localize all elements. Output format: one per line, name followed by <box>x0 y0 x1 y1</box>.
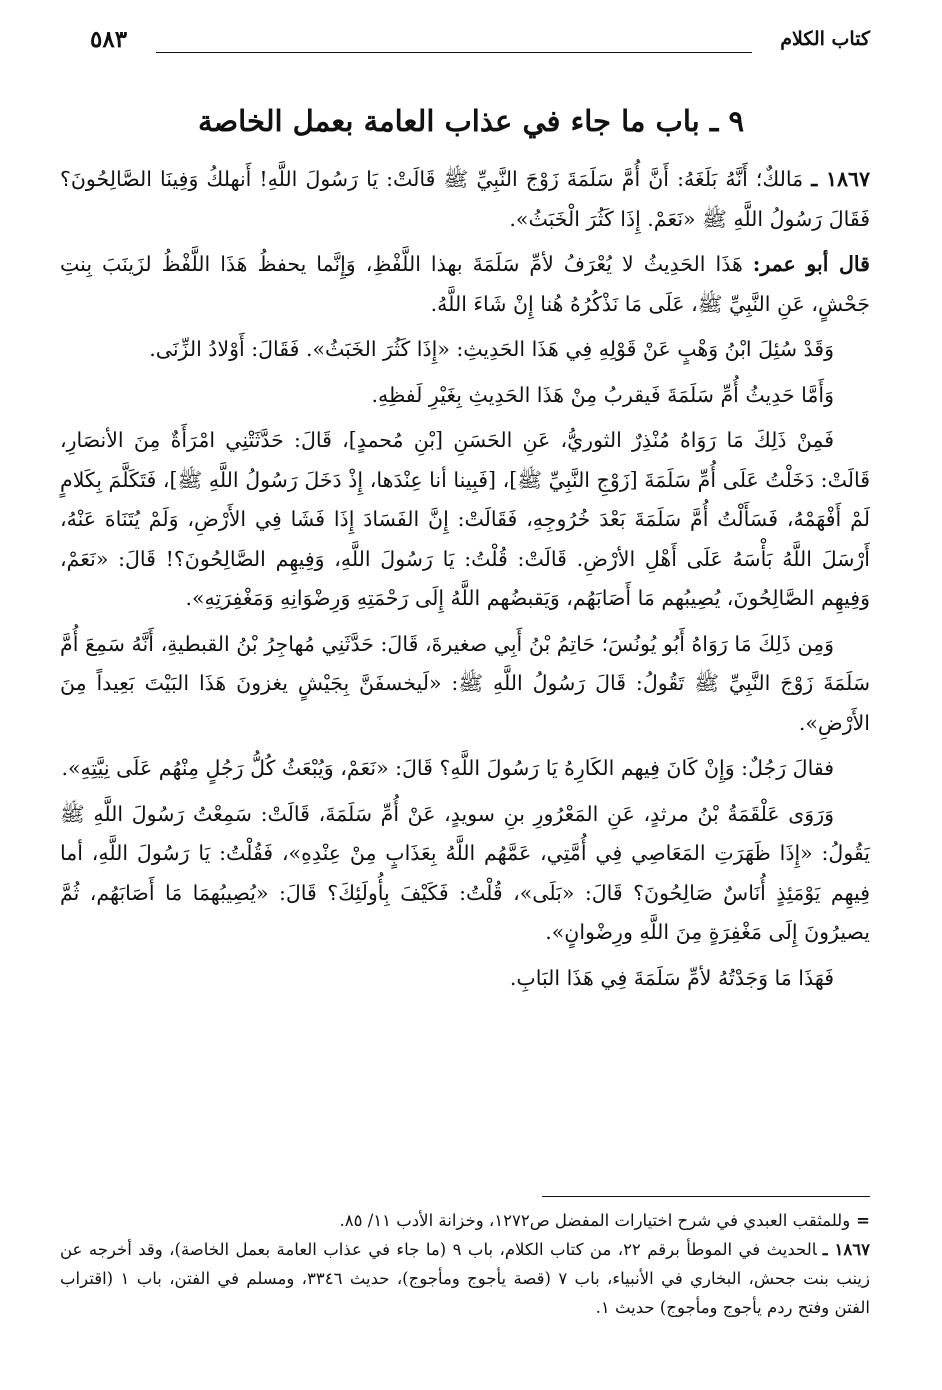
footnote <box>60 1235 870 1322</box>
text-paragraph <box>60 795 870 953</box>
paragraph-text: فَمِنْ ذَلِكَ مَا رَوَاهُ مُنْذِرٌ الثوريُّ، عَنِ الحَسَنِ [بْنِ مُحمدٍ]، قَالَ: حَدَّثَتْنِي امْرَأَةٌ مِنَ الأنصَارِ، قَالَتْ: دَخَلْتُ عَلَى أُمِّ سَلَمَةَ [زَوْجِ النَّبِيِّ ﷺ]، [فَبِينا أنا عِنْدَها، إِذْ دَخَلَ رَسُولُ اللَّهِ ﷺ]، فَتَكَلَّمَ بِكَلامٍ لَمْ أَفْهَمْهُ، فَسَأَلْتُ أُمَّ سَلَمَةَ بَعْدَ خُرُوجِهِ، فَقَالَتْ: إِنَّ الفَسَادَ إِذَا فَشَا فِي الأَرْضِ، وَلَمْ يُتَنَاهَ عَنْهُ، أَرْسَلَ اللَّهُ بَأْسَهُ عَلَى أَهْلِ الأرْضِ. قَالَتْ: قُلْتُ: يَا رَسُولَ اللَّهِ، وَفِيهِم الصَّالِحُونَ؟! قَالَ: «نَعَمْ، وَفِيهِم الصَّالِحُونَ، يُصِيبُهم مَا أَصَابَهُم، وَيَقبضُهم اللَّهُ إِلَى رَحْمَتِهِ وَرِضْوَانِهِ وَمَغْفِرَتِهِ». <box>60 428 870 610</box>
paragraph-text: وَقَدْ سُئِلَ ابْنُ وَهْبٍ عَنْ قَوْلِهِ فِي هَذَا الحَدِيثِ: «إِذَا كَثُرَ الخَبَثُ». فَقَالَ: أَوْلادُ الزِّنَى. <box>149 337 834 361</box>
footnote-text: وللمثقب العبدي في شرح اختيارات المفضل ص١٢٧٢، وخزانة الأدب ١١/ ٨٥. <box>339 1211 851 1230</box>
paragraph-text: وَمِن ذَلِكَ مَا رَوَاهُ أَبُو يُونُسَ؛ حَاتِمُ بْنُ أَبِي صغيرةَ، قَالَ: حَدَّثَنِي مُهاجِرُ بْنُ القبطيةِ، أَنَّهُ سَمِعَ أُمَّ سَلَمَةَ زَوْجَ النَّبِيِّ ﷺ تَقُولُ: قَالَ رَسُولُ اللَّهِ ﷺ: «لَيخسفَنَّ بِجَيْشٍ يغزونَ هَذَا البَيْتَ بَعِيداً مِنَ الأَرْضِ». <box>60 631 870 735</box>
main-text <box>60 160 870 1004</box>
commentary-paragraph <box>60 245 870 324</box>
text-paragraph <box>60 376 870 416</box>
paragraph-text: هَذَا الحَدِيثُ لا يُعْرَفُ لأمِّ سَلَمَةَ بهذا اللَّفْظِ، وَإِنَّما يحفظُ هَذَا اللَّفْظُ لزَينَبَ بِنتِ جَحْشٍ، عَنِ النَّبِيِّ ﷺ، عَلَى مَا نَذْكُرُهُ هُنا إِنْ شَاءَ اللَّهُ. <box>60 252 870 316</box>
paragraph-text: فَهَذَا مَا وَجَدْتُهُ لأمِّ سَلَمَةَ فِي هَذَا البَابِ. <box>509 965 834 990</box>
footnote <box>60 1206 870 1235</box>
text-paragraph <box>60 421 870 619</box>
paragraph-text: وَأَمَّا حَدِيثُ أُمِّ سَلَمَةَ فَيقربُ مِنْ هَذَا الحَدِيثِ بِغَيْرِ لَفظِهِ. <box>371 382 834 407</box>
book-title: كتاب الكلام <box>780 28 870 50</box>
commentator-label: قال أبو عمر: <box>752 252 870 276</box>
paragraph-text: مَالكٌ؛ أَنَّهُ بَلَغَهُ: أَنَّ أُمَّ سَلَمَةَ زَوْجَ النَّبِيِّ ﷺ قَالَتْ: يَا رَسُولَ اللَّهِ! أَنهلكُ وَفِينَا الصَّالِحُونَ؟ فَقَالَ رَسُولُ اللَّهِ ﷺ «نَعَمْ. إِذَا كَثُرَ الْخَبَثُ». <box>60 167 870 231</box>
footnote-text: الحديث في الموطأ برقم ٢٢، من كتاب الكلام، باب ٩ (ما جاء في عذاب العامة بعمل الخاصة)، وقد أخرجه عن زينب بنت جحش، البخاري في الأنبياء، باب ٧ (قصة يأجوج ومأجوج)، حديث ٣٣٤٦، ومسلم في الفتن، باب ١ (اقتراب الفتن وفتح ردم يأجوج ومأجوج) حديث ١. <box>60 1240 870 1317</box>
paragraph-text: فقالَ رَجُلٌ: وَإِنْ كَانَ فِيهم الكَارِهُ يَا رَسُولَ اللَّهِ؟ قَالَ: «نَعَمْ، وَيُبْعَثُ كُلُّ رَجُلٍ مِنْهُم عَلَى نِيَّتِهِ». <box>61 756 834 780</box>
running-header <box>90 28 870 64</box>
hadith-paragraph <box>60 160 870 239</box>
text-paragraph <box>60 330 870 370</box>
text-paragraph <box>60 749 870 789</box>
footnote-marker: ١٨٦٧ ـ <box>822 1240 870 1259</box>
chapter-title: ٩ ـ باب ما جاء في عذاب العامة بعمل الخاصة <box>197 104 745 138</box>
hadith-number: ١٨٦٧ ـ <box>811 167 870 191</box>
paragraph-text: وَرَوَى عَلْقَمَةُ بْنُ مرثدٍ، عَنِ المَعْرُورِ بنِ سويدٍ، عَنْ أُمِّ سَلَمَةَ، قَالَتْ: سَمِعْتُ رَسُولَ اللَّهِ ﷺ يَقُولُ: «إِذَا ظَهَرَتِ المَعَاصِي فِي أُمَّتِي، عَمَّهُم اللَّهُ بِعَذَابٍ مِنْ عِنْدِهِ»، فَقُلْتُ: يَا رَسُولَ اللَّهِ، أما فِيهِم يَوْمَئِذٍ أُنَاسٌ صَالِحُونَ؟ قَالَ: «بَلَى»، قُلْتُ: فَكَيْفَ بِأُولَئِكَ؟ قَالَ: «يُصِيبُهمَا مَا أَصَابَهُم، ثُمَّ يصيرُونَ إِلَى مَغْفِرَةٍ مِنَ اللَّهِ ورِضْوانٍ». <box>60 801 870 944</box>
page-number: ٥٨٣ <box>90 26 128 53</box>
footnotes <box>60 1206 870 1322</box>
footnote-marker: = <box>856 1211 870 1230</box>
text-paragraph <box>60 625 870 744</box>
footnote-rule <box>542 1196 870 1197</box>
text-paragraph <box>60 959 870 999</box>
header-rule <box>156 52 752 53</box>
